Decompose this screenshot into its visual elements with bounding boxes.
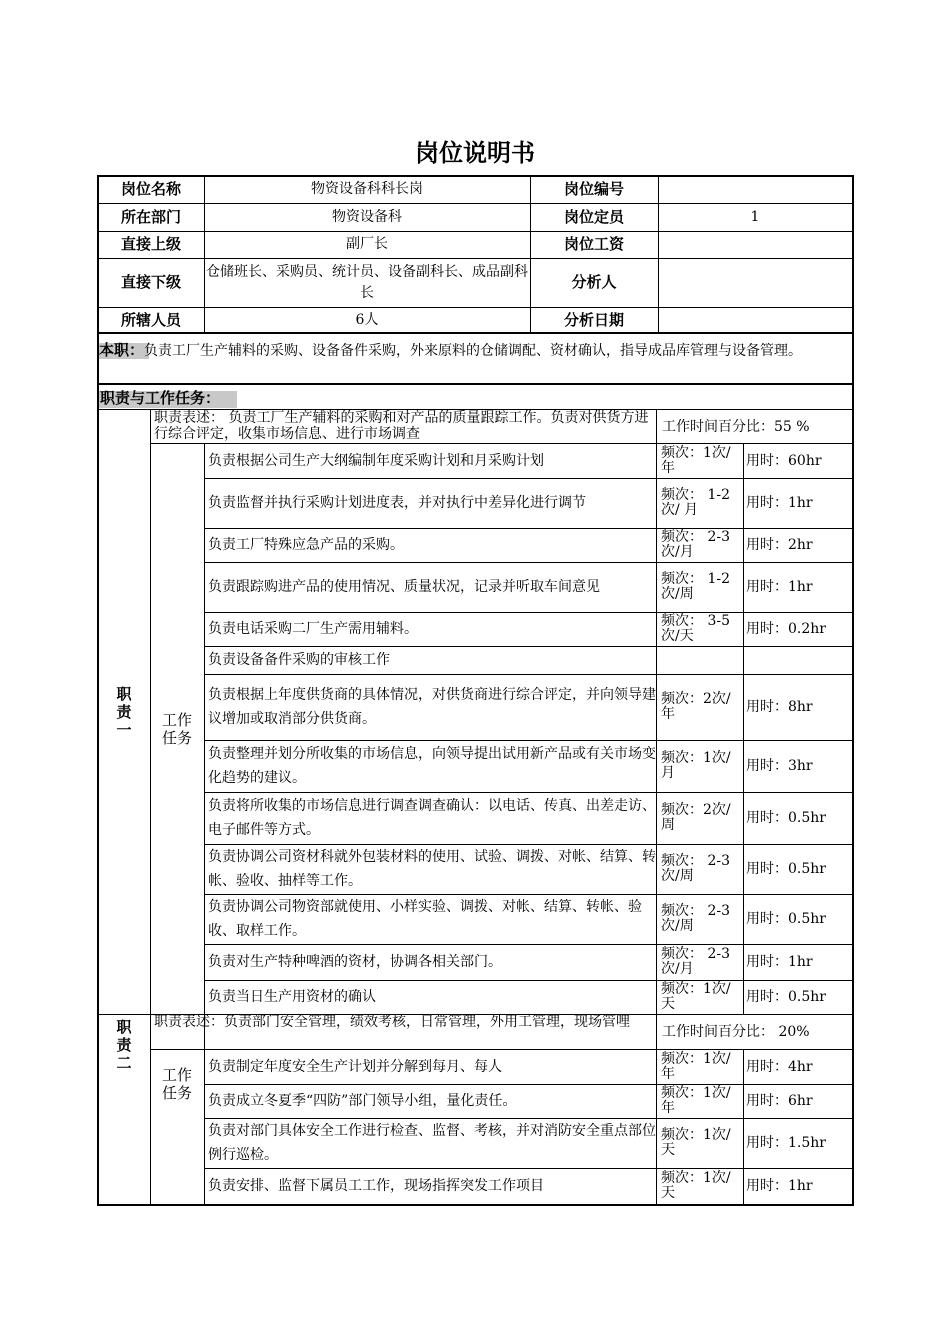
duty1-task-text: 负责监督并执行采购计划进度表，并对执行中差异化进行调节 xyxy=(208,495,586,511)
duty2-task-frequency: 频次：1次/天 xyxy=(661,1127,731,1158)
duty1-task-time: 用时：8hr xyxy=(746,698,813,715)
duty2-task-text: 负责对部门具体安全工作进行检查、监督、考核，并对消防安全重点部位例行巡检。 xyxy=(208,1123,656,1163)
duty1-tasks-label-cell xyxy=(150,444,204,1014)
job-code-value xyxy=(658,176,852,203)
duty1-task-frequency: 频次： 2-3次/周 xyxy=(661,853,730,884)
staff-quota-label: 岗位定员 xyxy=(563,207,624,226)
analyst-value xyxy=(658,258,852,307)
duty1-task-text: 负责根据公司生产大纲编制年度采购计划和月采购计划 xyxy=(208,452,544,469)
duty1-task-frequency: 频次：2次/ 周 xyxy=(661,802,731,833)
grid-line xyxy=(204,844,854,845)
dept-value: 物资设备科 xyxy=(332,208,402,225)
staff-count-label: 所辖人员 xyxy=(120,310,181,329)
duty2-tasks-label-cell xyxy=(150,1050,204,1204)
duty1-task-text: 负责工厂特殊应急产品的采购。 xyxy=(208,536,404,553)
grid-line xyxy=(204,1118,854,1119)
duty1-task-frequency: 频次： 1-2次/ 月 xyxy=(661,487,730,518)
duty1-task-frequency: 频次：2次/ 年 xyxy=(661,691,731,722)
duty2-task-text: 负责制定年度安全生产计划并分解到每月、每人 xyxy=(208,1058,502,1075)
grid-line xyxy=(204,443,205,1205)
grid-line xyxy=(743,1049,744,1205)
analyst-label: 分析人 xyxy=(571,273,617,291)
grid-line xyxy=(97,1014,854,1015)
duty1-task-text: 负责协调公司资材科就外包装材料的使用、试验、调拨、对帐、结算、转帐、验收、抽样等工作。 xyxy=(208,849,656,889)
grid-line xyxy=(204,528,854,529)
grid-line xyxy=(204,1168,854,1169)
grid-line xyxy=(658,175,659,333)
dept-label: 所在部门 xyxy=(120,207,181,226)
grid-line xyxy=(97,175,854,177)
duty2-task-text: 负责成立冬夏季“四防”部门领导小组，量化责任。 xyxy=(208,1092,517,1109)
duty1-task-text: 负责设备备件采购的审核工作 xyxy=(208,651,390,668)
duty1-task-frequency: 频次：1次/年 xyxy=(661,445,731,476)
subordinate-value: 仓储班长、采购员、统计员、设备副科长、成品副科长 xyxy=(206,263,528,301)
duty2-time-percent: 工作时间百分比： 20% xyxy=(662,1023,810,1040)
duty1-task-time: 用时：3hr xyxy=(746,757,813,774)
duty1-task-time: 用时：0.5hr xyxy=(746,860,826,877)
duty1-task-frequency: 频次：1次/ 月 xyxy=(661,750,731,781)
grid-line xyxy=(656,1014,657,1205)
duty1-task-time: 用时：0.5hr xyxy=(746,809,826,826)
grid-line xyxy=(97,231,854,232)
grid-line xyxy=(204,944,854,945)
grid-line xyxy=(97,332,854,334)
duty2-task-time: 用时：1.5hr xyxy=(746,1134,826,1151)
grid-line xyxy=(204,175,205,333)
grid-line xyxy=(204,674,854,675)
duty-summary xyxy=(99,340,851,384)
duty1-task-time: 用时：0.5hr xyxy=(746,988,826,1005)
duty2-task-time: 用时：1hr xyxy=(746,1177,813,1194)
duty1-task-frequency: 频次： 2-3次/周 xyxy=(661,903,730,934)
duty1-task-time: 用时：1hr xyxy=(746,953,813,970)
superior-value: 副厂长 xyxy=(346,236,388,252)
duty1-time-percent: 工作时间百分比：55 % xyxy=(662,418,810,435)
grid-line xyxy=(204,478,854,479)
duty2-task-frequency: 频次：1次/ 年 xyxy=(661,1085,731,1116)
grid-line xyxy=(97,258,854,259)
duty1-task-frequency: 频次：1次/天 xyxy=(661,981,731,1012)
duty1-task-time: 用时：60hr xyxy=(746,452,822,469)
grid-line xyxy=(204,740,854,741)
grid-line xyxy=(656,409,657,1015)
job-name-label: 岗位名称 xyxy=(120,180,181,198)
duty1-task-text: 负责跟踪购进产品的使用情况、质量状况，记录并听取车间意见 xyxy=(208,579,600,595)
salary-label: 岗位工资 xyxy=(563,235,624,253)
duty1-label-cell xyxy=(98,410,150,1014)
duty1-statement: 职责表述： 负责工厂生产辅料的采购和对产品的质量跟踪工作。负责对供货方进行综合评定，收集市场信息、进行市场调查 xyxy=(154,410,649,442)
duty1-task-frequency: 频次： 3-5次/天 xyxy=(661,613,730,644)
duty1-task-text: 负责电话采购二厂生产需用辅料。 xyxy=(208,620,418,637)
duty2-tasks-label: 工作任务 xyxy=(161,1066,192,1102)
grid-line xyxy=(204,894,854,895)
duty2-statement: 职责表述：负责部门安全管理，绩效考核，日常管理，外用工管理，现场管哩 xyxy=(154,1014,630,1030)
grid-line xyxy=(852,175,854,1206)
duty2-label: 职责二 xyxy=(116,1018,132,1072)
duties-section-label: 职责与工作任务： xyxy=(100,390,221,407)
duty1-task-text: 负责整理并划分所收集的市场信息，向领导提出试用新产品或有关市场变化趋势的建议。 xyxy=(208,746,656,786)
grid-line xyxy=(97,1204,854,1206)
grid-line xyxy=(204,646,854,647)
grid-line xyxy=(204,980,854,981)
duty2-task-frequency: 频次：1次/ 天 xyxy=(661,1170,731,1201)
grid-line xyxy=(97,409,854,410)
grid-line xyxy=(97,307,854,308)
duty2-task-time: 用时：4hr xyxy=(746,1058,813,1075)
grid-line xyxy=(97,203,854,204)
job-name-value: 物资设备科科长岗 xyxy=(311,181,423,197)
duty2-task-text: 负责安排、监督下属员工工作，现场指挥突发工作项目 xyxy=(208,1177,544,1194)
grid-line xyxy=(150,1049,854,1050)
duty1-task-frequency: 频次： 2-3次/月 xyxy=(661,529,730,560)
grid-line xyxy=(150,443,854,444)
staff-count-value: 6人 xyxy=(355,311,379,328)
duty1-task-frequency: 频次： 2-3次/月 xyxy=(661,946,730,977)
grid-line xyxy=(204,1084,854,1085)
job-code-label: 岗位编号 xyxy=(563,180,624,198)
grid-line xyxy=(530,175,531,333)
duty2-task-frequency: 频次：1次/ 年 xyxy=(661,1051,731,1082)
analysis-date-value xyxy=(658,307,852,333)
duty-summary-text: 负责工厂生产辅料的采购、设备备件采购，外来原料的仓储调配、资材确认，指导成品库管理与设备管理。 xyxy=(144,343,803,359)
analysis-date-label: 分析日期 xyxy=(563,310,624,329)
grid-line xyxy=(204,562,854,563)
duty1-task-text: 负责当日生产用资材的确认 xyxy=(208,988,376,1005)
subordinate-label: 直接下级 xyxy=(120,273,181,291)
duty1-task-frequency: 频次： 1-2次/周 xyxy=(661,571,730,602)
grid-line xyxy=(204,612,854,613)
duty-summary-label: 本职： xyxy=(99,341,145,359)
page-title: 岗位说明书 xyxy=(415,139,535,167)
duty1-task-text: 负责协调公司物资部就使用、小样实验、调拨、对帐、结算、转帐、验收、取样工作。 xyxy=(208,899,642,939)
duty1-task-time: 用时：2hr xyxy=(746,536,813,553)
duty1-task-time: 用时：0.5hr xyxy=(746,910,826,927)
superior-label: 直接上级 xyxy=(120,235,181,253)
duty1-task-time: 用时：1hr xyxy=(746,494,813,511)
duty1-task-text: 负责将所收集的市场信息进行调查调查确认：以电话、传真、出差走访、电子邮件等方式。 xyxy=(208,798,656,838)
duty1-task-time xyxy=(745,646,851,674)
staff-quota-value: 1 xyxy=(750,208,760,225)
duty1-task-text: 负责对生产特种啤酒的资材，协调各相关部门。 xyxy=(208,953,502,970)
duty1-task-frequency xyxy=(659,646,743,674)
salary-value xyxy=(658,231,852,258)
grid-line xyxy=(150,409,151,1205)
grid-line xyxy=(97,175,99,1206)
duty1-label: 职责一 xyxy=(116,685,132,739)
duty2-label-cell xyxy=(98,1014,150,1204)
duty2-task-time: 用时：6hr xyxy=(746,1092,813,1109)
grid-line xyxy=(204,792,854,793)
grid-line xyxy=(97,383,854,385)
duty1-task-time: 用时：1hr xyxy=(746,578,813,595)
duty1-task-time: 用时：0.2hr xyxy=(746,620,826,637)
duty1-task-text: 负责根据上年度供货商的具体情况，对供货商进行综合评定，并向领导建议增加或取消部分供货商。 xyxy=(208,687,656,727)
duty1-tasks-label: 工作任务 xyxy=(161,711,192,747)
